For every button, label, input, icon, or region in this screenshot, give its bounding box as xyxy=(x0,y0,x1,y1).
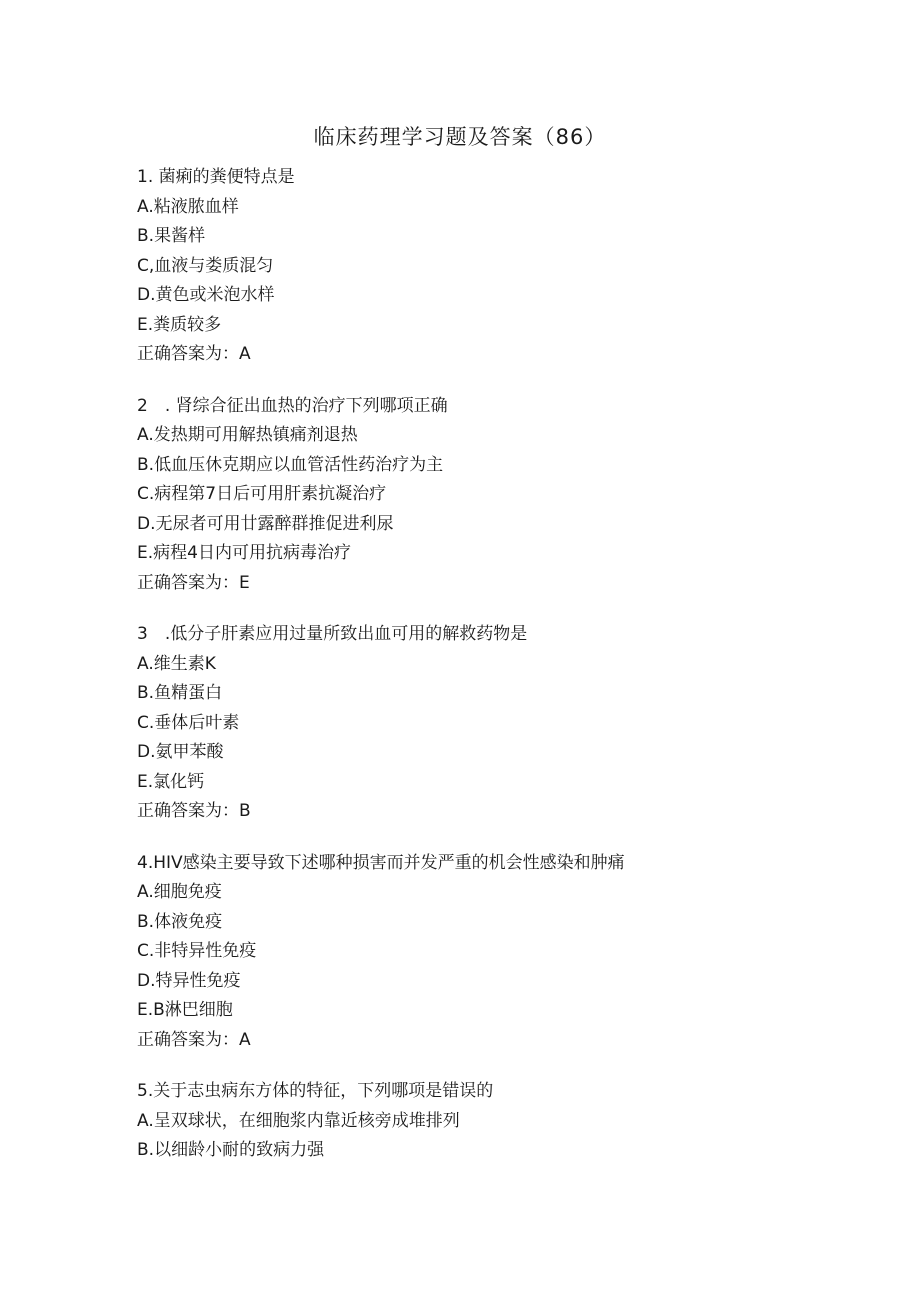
option-e: E.B淋巴细胞 xyxy=(137,1000,233,1020)
option-a: A.发热期可用解热镇痛剂退热 xyxy=(137,425,358,445)
option-c: C.非特异性免疫 xyxy=(137,941,257,961)
answer-line: 正确答案为：E xyxy=(137,572,250,593)
option-d: D.特异性免疫 xyxy=(137,970,241,991)
question-stem: 5.关于志虫病东方体的特征，下列哪项是错误的 xyxy=(137,1081,494,1101)
option-e: E.氯化钙 xyxy=(137,771,205,792)
option-d: D.氨甲苯酸 xyxy=(137,742,224,762)
option-a: A.细胞免疫 xyxy=(137,882,222,902)
option-a: A.呈双球状，在细胞浆内靠近核旁成堆排列 xyxy=(137,1110,460,1131)
question-2 xyxy=(137,392,837,599)
option-b: B.体液免疫 xyxy=(137,911,223,932)
question-1 xyxy=(137,163,837,370)
option-c: C.病程第7日后可用肝素抗凝治疗 xyxy=(137,484,387,504)
option-d: D.无尿者可用廿露醉群推促进利尿 xyxy=(137,513,394,534)
option-b: B.以细龄小耐的致病力强 xyxy=(137,1140,325,1160)
question-3 xyxy=(137,620,837,827)
option-c: C,血液与娄质混匀 xyxy=(137,255,274,276)
option-e: E.粪质较多 xyxy=(137,314,222,335)
option-a: A.维生素K xyxy=(137,653,216,674)
option-b: B.果酱样 xyxy=(137,226,206,246)
option-b: B.低血压休克期应以血管活性药治疗为主 xyxy=(137,454,444,475)
option-d: D.黄色或米泡水样 xyxy=(137,285,275,305)
question-stem: 2 . 肾综合征出血热的治疗下列哪项正确 xyxy=(137,395,448,416)
question-stem: 1. 菌痢的粪便特点是 xyxy=(137,167,295,187)
option-a: A.粘液脓血样 xyxy=(137,196,239,217)
question-list xyxy=(137,163,837,1188)
option-b: B.鱼精蛋白 xyxy=(137,683,223,703)
answer-line: 正确答案为：A xyxy=(137,344,251,364)
document-title: 临床药理学习题及答案（86） xyxy=(313,125,607,149)
question-4 xyxy=(137,849,837,1056)
answer-line: 正确答案为：A xyxy=(137,1029,251,1050)
question-5 xyxy=(137,1077,837,1166)
question-stem: 4.HIV感染主要导致下述哪种损害而并发严重的机会性感染和肿痛 xyxy=(137,852,625,873)
question-stem: 3 .低分子肝素应用过量所致出血可用的解救药物是 xyxy=(137,624,528,644)
option-c: C.垂体后叶素 xyxy=(137,712,240,733)
answer-line: 正确答案为：B xyxy=(137,801,251,821)
option-e: E.病程4日内可用抗病毒治疗 xyxy=(137,543,351,563)
